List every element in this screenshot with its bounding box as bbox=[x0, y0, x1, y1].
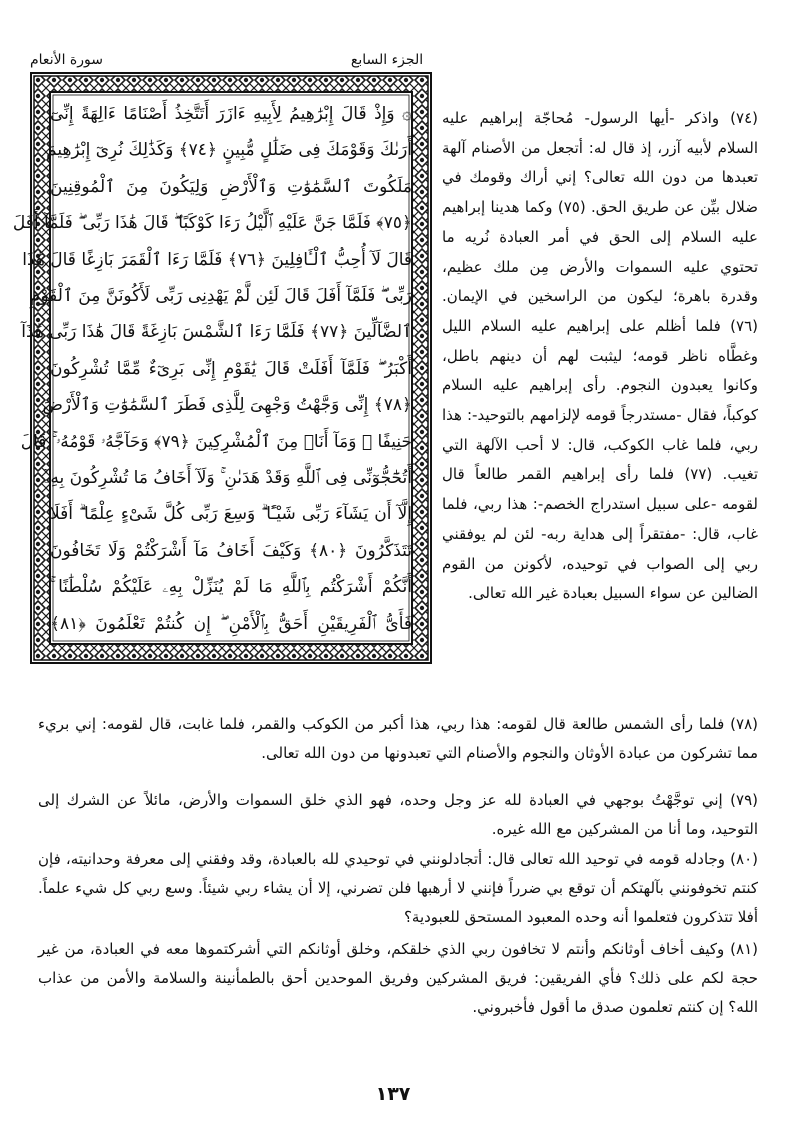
verse-line: أَكْبَرُ ۖ فَلَمَّآ أَفَلَتْ قَالَ يَٰقَوْمِ إِنِّى بَرِىٓءٌ مِّمَّا تُشْرِكُونَ bbox=[50, 358, 412, 379]
juz-header: الجزء السابع bbox=[350, 52, 424, 68]
verse-line: حَنِيفًا ۖ وَمَآ أَنَا۠ مِنَ ٱلْمُشْرِكِينَ ﴿٧٩﴾ وَحَآجَّهُۥ قَوْمُهُۥ ۚ قَالَ bbox=[20, 431, 412, 452]
verse-line: فَأَىُّ ٱلْفَرِيقَيْنِ أَحَقُّ بِٱلْأَمْنِ ۖ إِن كُنتُمْ تَعْلَمُونَ ﴿٨١﴾ bbox=[50, 613, 412, 634]
page-number: ١٣٧ bbox=[375, 1083, 411, 1105]
verse-line: مَلَكُوتَ ٱلسَّمَٰوَٰتِ وَٱلْأَرْضِ وَلِيَكُونَ مِنَ ٱلْمُوقِنِينَ bbox=[50, 176, 412, 197]
tafsir-paragraph: (٧٩) إني توجَّهْتُ بوجهي في العبادة لله عز وجل وحده، فهو الذي خلق السموات والأرض، مائلاً عن الشرك إلى التوحيد، وما أنا من المشركين مع الله غيره. bbox=[38, 791, 758, 838]
verse-line: ۞ وَإِذْ قَالَ إِبْرَٰهِيمُ لِأَبِيهِ ءَازَرَ أَتَتَّخِذُ أَصْنَامًا ءَالِهَةً إِنِّىٓ bbox=[50, 104, 412, 124]
verse-line: ٱلضَّآلِّينَ ﴿٧٧﴾ فَلَمَّا رَءَا ٱلشَّمْسَ بَازِغَةً قَالَ هَٰذَا رَبِّى هَٰذَآ bbox=[21, 322, 412, 343]
verse-line: إِلَّآ أَن يَشَآءَ رَبِّى شَيْـًٔا ۗ وَسِعَ رَبِّى كُلَّ شَىْءٍ عِلْمًا ۗ أَفَلَا bbox=[50, 504, 412, 525]
verse-line: أَنَّكُمْ أَشْرَكْتُم بِٱللَّهِ مَا لَمْ يُنَزِّلْ بِهِۦ عَلَيْكُمْ سُلْطَٰنًا ۚ bbox=[50, 577, 412, 598]
verse-line: أَرَىٰكَ وَقَوْمَكَ فِى ضَلَٰلٍ مُّبِينٍ ﴿٧٤﴾ وَكَذَٰلِكَ نُرِىٓ إِبْرَٰهِيمَ bbox=[46, 140, 412, 161]
tafsir-paragraph: (٨٠) وجادله قومه في توحيد الله تعالى قال: أتجادلونني في توحيدي لله بالعبادة، وقد وفقني إلى معرفة وحدانيته، فإن كنتم تخوفونني بآلهتكم أن توقع بي ضرراً فإنني لا أرهبها فلن تضرني، إلا أن يشاء ربي شيئاً. وسع ربي كل شيء علماً. أفلا تتذكرون فتعلموا أنه وحده المعبود المستحق للعبودية؟ bbox=[38, 850, 758, 926]
tafsir-paragraph: (٨١) وكيف أخاف أوثانكم وأنتم لا تخافون ربي الذي خلقكم، وخلق أوثانكم التي أشركتموها معه في العبادة، من غير حجة لكم على ذلك؟ فأي الفريقين: فريق المشركين وفريق الموحدين أحق بالطمأنينة والسلامة والأمن من عذاب الله؟ إن كنتم تعلمون صدق ما أقول فأخبروني. bbox=[38, 940, 758, 1016]
verse-line: تَتَذَكَّرُونَ ﴿٨٠﴾ وَكَيْفَ أَخَافُ مَآ أَشْرَكْتُمْ وَلَا تَخَافُونَ bbox=[50, 540, 412, 561]
verse-line: ﴿٧٨﴾ إِنِّى وَجَّهْتُ وَجْهِىَ لِلَّذِى فَطَرَ ٱلسَّمَٰوَٰتِ وَٱلْأَرْضَ bbox=[42, 395, 412, 416]
verse-line: رَبِّى ۖ فَلَمَّآ أَفَلَ قَالَ لَئِن لَّمْ يَهْدِنِى رَبِّى لَأَكُونَنَّ مِنَ ٱلْقَوْمِ bbox=[29, 286, 412, 307]
verse-line: ﴿٧٥﴾ فَلَمَّا جَنَّ عَلَيْهِ ٱلَّيْلُ رَءَا كَوْكَبًا ۖ قَالَ هَٰذَا رَبِّى ۖ فَلَمَّآ أَفَلَ bbox=[12, 213, 412, 234]
tafsir-paragraph: (٧٨) فلما رأى الشمس طالعة قال لقومه: هذا ربي، هذا أكبر من الكوكب والقمر، فلما غابت، قال لقومه: إني بريء مما تشركون من عبادة الأوثان والنجوم والأصنام التي تعبدونها من دون الله تعالى. bbox=[38, 715, 758, 762]
surah-header: سورة الأنعام bbox=[30, 52, 103, 68]
verse-line: أَتُحَٰٓجُّوٓنِّى فِى ٱللَّهِ وَقَدْ هَدَىٰنِ ۚ وَلَآ أَخَافُ مَا تُشْرِكُونَ بِهِۦٓ bbox=[43, 468, 412, 489]
tafsir-side-column: (٧٤) واذكر -أيها الرسول- مُحاجّة إبراهيم عليه السلام لأبيه آزر، إذ قال له: أتجعل من الأصنام آلهة تعبدها من دون الله تعالى؟ إني أراك وقومك في ضلال بيِّن عن طريق الحق. (٧٥) وكما هدينا إبراهيم عليه السلام إلى الحق في أمر العبادة نُريه ما تحتوي عليه السموات والأرض مِن ملك عظيم، وقدرة باهرة؛ ليكون من الراسخين في الإيمان. (٧٦) فلما أظلم على إبراهيم عليه السلام الليل وغطَّاه ناظر قومه؛ ليثبت لهم أن دينهم باطل، وكانوا يعبدون النجوم. رأى إبراهيم عليه السلام كوكباً، فقال -مستدرجاً قومه لإلزامهم بالتوحيد-: هذا ربي، فلما غاب الكوكب، قال: لا أحب الآلهة التي تغيب. (٧٧) فلما رأى إبراهيم القمر طالعاً قال لقومه -على سبيل استدراج الخصم-: هذا ربي، فلما غاب، قال: -مفتقراً إلى هداية ربه- لئن لم يوفقني ربي إلى الصواب في توحيده، لأكونن من القوم الضالين عن سواء السبيل بعبادة غير الله تعالى. bbox=[442, 109, 758, 603]
quran-verses bbox=[12, 96, 412, 642]
verse-line: قَالَ لَآ أُحِبُّ ٱلْـَٔافِلِينَ ﴿٧٦﴾ فَلَمَّا رَءَا ٱلْقَمَرَ بَازِغًا قَالَ هَٰذَا bbox=[22, 249, 412, 270]
